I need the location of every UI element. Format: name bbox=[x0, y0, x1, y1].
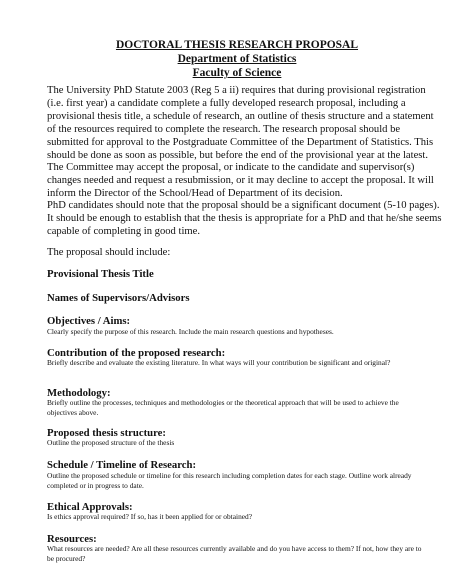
department-name: Department of Statistics bbox=[177, 53, 297, 65]
section-heading-supervisors: Names of Supervisors/Advisors bbox=[47, 292, 190, 304]
section-description-ethical-approvals: Is ethics approval required? If so, has it been applied for or obtained? bbox=[47, 512, 253, 521]
section-heading-resources: Resources: bbox=[47, 533, 97, 545]
document-title: DOCTORAL THESIS RESEARCH PROPOSAL bbox=[115, 39, 359, 51]
section-description-schedule: Outline the proposed schedule or timeline for this research including completion dates for each stage. Outline work already completed or in progress to date. bbox=[47, 471, 412, 491]
proposal-include-paragraph: The proposal should include: bbox=[47, 247, 171, 258]
section-heading-thesis-title: Provisional Thesis Title bbox=[47, 268, 154, 280]
section-description-objectives: Clearly specify the purpose of this research. Include the main research questions and hypotheses. bbox=[47, 327, 334, 336]
section-description-methodology: Briefly outline the processes, techniques and methodologies or the theoretical approach that will be used to achieve the objectives above. bbox=[47, 398, 399, 418]
section-heading-thesis-structure: Proposed thesis structure: bbox=[47, 427, 166, 439]
document-header bbox=[0, 38, 474, 80]
section-heading-ethical-approvals: Ethical Approvals: bbox=[47, 501, 133, 513]
section-heading-contribution: Contribution of the proposed research: bbox=[47, 347, 226, 359]
section-heading-objectives: Objectives / Aims: bbox=[47, 315, 131, 327]
section-description-resources: What resources are needed? Are all these resources currently available and do you have access to them? If not, how they are to be procured? bbox=[47, 544, 422, 564]
intro-paragraph: The University PhD Statute 2003 (Reg 5 a ii) requires that during provisional registration (i.e. first year) a candidate complete a fully developed research proposal, including a provisional thesis title, a schedule of research, an outline of thesis structure and a statement of the resources required to complete the research. The research proposal should be submitted for approval to the Postgraduate Committee of the Department of Statistics. This should be done as soon as possible, but before the end of the provisional year at the latest. The Committee may accept the proposal, or indicate to the candidate and supervisor(s) changes needed and request a resubmission, or it may decline to accept the proposal. It will inform the Director of the School/Head of Department of its decision. bbox=[47, 85, 434, 200]
section-heading-schedule: Schedule / Timeline of Research: bbox=[47, 459, 197, 471]
section-heading-methodology: Methodology: bbox=[47, 387, 111, 399]
section-description-thesis-structure: Outline the proposed structure of the thesis bbox=[47, 438, 175, 447]
section-description-contribution: Briefly describe and evaluate the existing literature. In what ways will your contribution be significant and original? bbox=[47, 358, 391, 367]
candidate-note-paragraph: PhD candidates should note that the proposal should be a significant document (5-10 pages). It should be enough to establish that the thesis is appropriate for a PhD and that he/she seems capable of completing in good time. bbox=[47, 200, 442, 237]
faculty-name: Faculty of Science bbox=[192, 67, 282, 79]
